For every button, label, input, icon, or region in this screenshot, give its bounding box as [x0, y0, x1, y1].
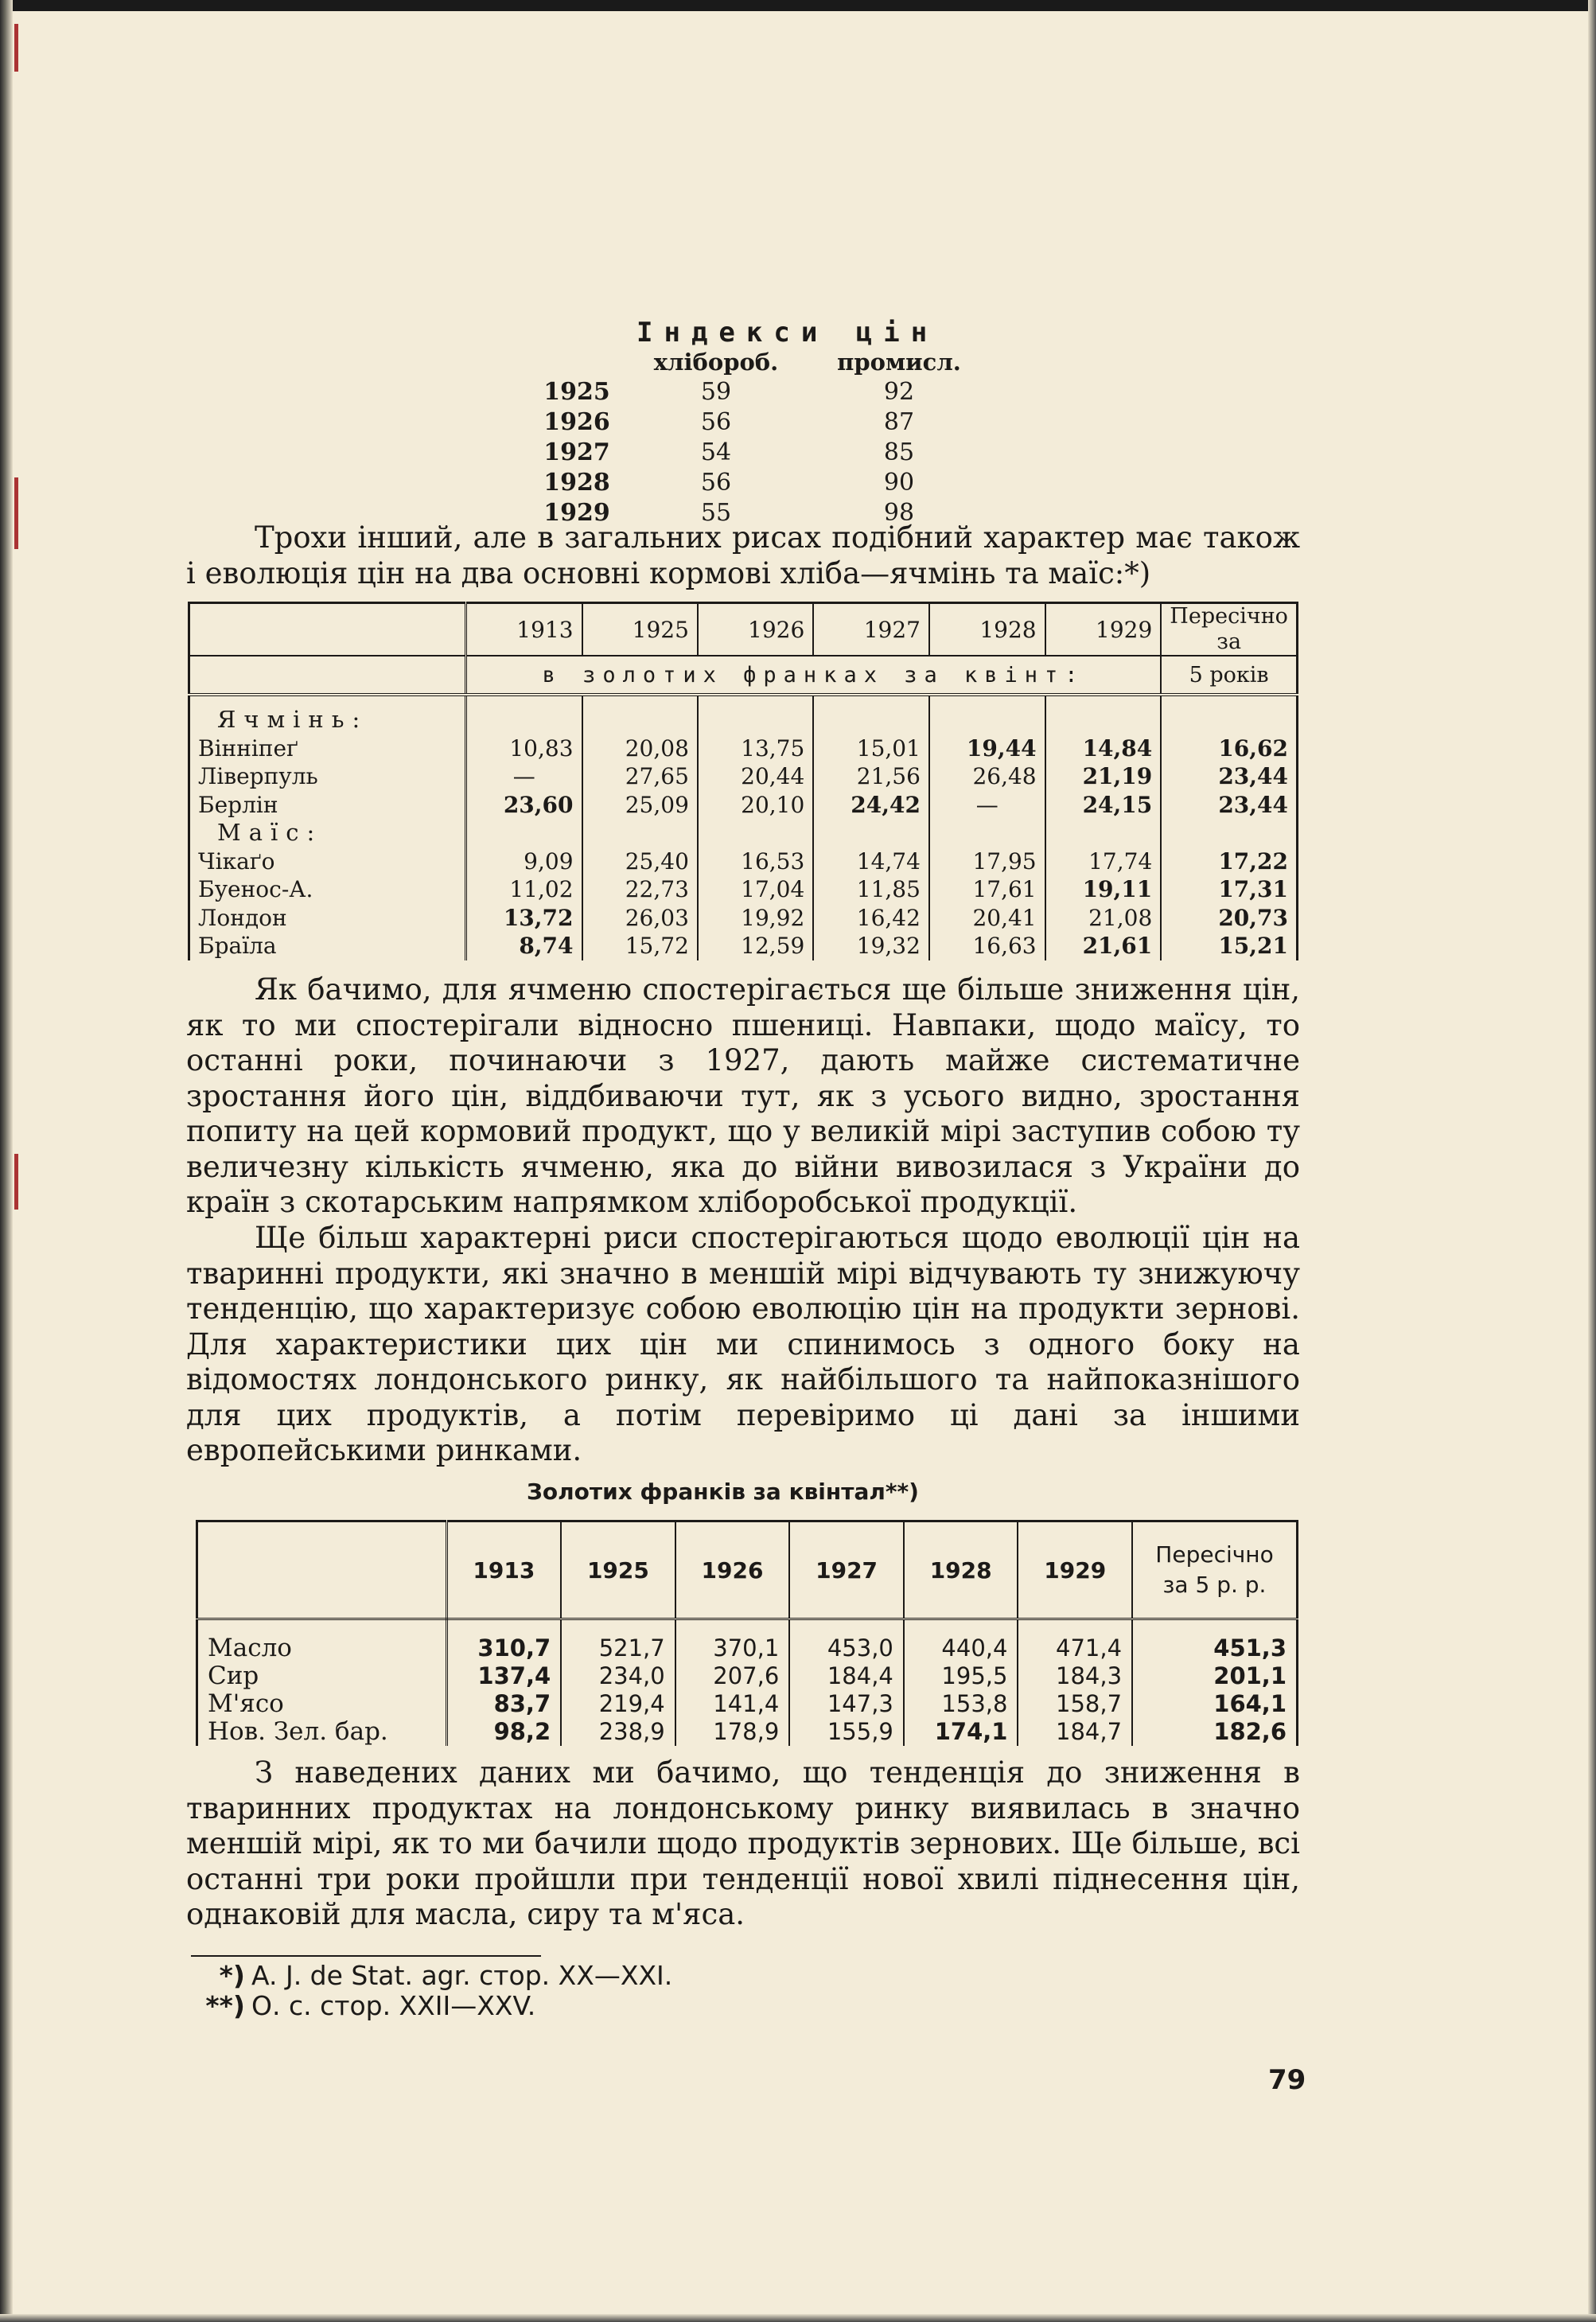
year-header: 1927 [789, 1521, 904, 1619]
value-cell: 13,72 [465, 904, 582, 933]
value-cell: 22,73 [582, 875, 698, 904]
table-row [189, 847, 1298, 876]
unit-label: в золотих франках за квінт: [465, 656, 1161, 695]
value-cell: 19,92 [698, 904, 813, 933]
year-header: 1913 [446, 1521, 561, 1619]
binding-mark [14, 477, 18, 549]
value-cell: 8,74 [465, 932, 582, 960]
value-cell: 9,09 [465, 847, 582, 876]
paragraph-3 [186, 1221, 1300, 1469]
value-cell: 184,3 [1018, 1662, 1132, 1690]
average-cell: 451,3 [1132, 1634, 1297, 1662]
value-cell: 24,42 [813, 791, 929, 820]
year-cell: 1928 [543, 469, 610, 497]
value-cell: 153,8 [904, 1690, 1018, 1718]
value-cell: 59 [700, 378, 732, 406]
value-cell: 85 [883, 438, 915, 466]
table-row [189, 791, 1298, 820]
value-cell: 25,40 [582, 847, 698, 876]
value-cell: 137,4 [446, 1662, 561, 1690]
value-cell: 521,7 [561, 1634, 675, 1662]
binding-mark [14, 24, 18, 72]
value-cell: 13,75 [698, 734, 813, 763]
value-cell: 21,56 [813, 762, 929, 791]
animal-table-caption: Золотих франків за квінтал**) [527, 1479, 919, 1505]
value-cell: 55 [700, 499, 732, 527]
value-cell: 21,19 [1045, 762, 1162, 791]
paragraph-text: Ще більш характерні риси спостерігаються щодо еволюції цін на тваринні продукти, які значно в меншій мірі відчувають ту знижуючу тенденцію, що характеризує собою еволюцію цін на продукти зернові. Для характеристики цих цін ми спинимось з одного боку на відомостях лондонського ринку, як найбільшого та найпоказнішого для цих продуктів, а потім перевіримо ці дані за іншими европейськими ринками. [186, 1221, 1300, 1467]
price-index-header [525, 347, 995, 377]
footnote-2 [188, 1991, 535, 2021]
value-cell: 98,2 [446, 1718, 561, 1746]
product-cell: Масло [197, 1634, 447, 1662]
value-cell: 453,0 [789, 1634, 904, 1662]
animal-header-row [197, 1521, 1298, 1619]
year-header: 1928 [904, 1521, 1018, 1619]
value-cell: 16,53 [698, 847, 813, 876]
value-cell: 56 [700, 469, 732, 497]
year-header: 1925 [561, 1521, 675, 1619]
value-cell: 10,83 [465, 734, 582, 763]
value-cell: 92 [883, 378, 915, 406]
year-cell: 1925 [543, 378, 610, 406]
value-cell: 158,7 [1018, 1690, 1132, 1718]
paragraph-text: Трохи інший, але в загальних рисах подібний характер має також і еволюція цін на два основні кормові хліба—ячмінь та маїс:*) [186, 520, 1300, 590]
paragraph-1 [186, 520, 1300, 591]
value-cell: 310,7 [446, 1634, 561, 1662]
market-cell: Ліверпуль [189, 762, 466, 791]
value-cell: 24,15 [1045, 791, 1162, 820]
value-cell: 20,08 [582, 734, 698, 763]
average-cell: 201,1 [1132, 1662, 1297, 1690]
value-cell: 234,0 [561, 1662, 675, 1690]
unit-row [189, 656, 1298, 695]
market-cell: Чікаґо [189, 847, 466, 876]
average-header-line: за 5 р. р. [1162, 1572, 1267, 1598]
price-index-title: Індекси цін [636, 317, 939, 349]
page-number: 79 [1268, 2064, 1306, 2096]
table-row [197, 1690, 1298, 1718]
average-cell: 20,73 [1161, 904, 1297, 933]
table-row [197, 1718, 1298, 1746]
value-cell: — [465, 762, 582, 791]
value-cell: 155,9 [789, 1718, 904, 1746]
year-cell: 1929 [543, 499, 610, 527]
product-cell: Нов. Зел. бар. [197, 1718, 447, 1746]
scan-border-top [0, 0, 1596, 11]
value-cell: 17,95 [929, 847, 1045, 876]
animal-price-table [196, 1520, 1298, 1746]
value-cell: 370,1 [675, 1634, 790, 1662]
value-cell: 11,85 [813, 875, 929, 904]
value-cell: 184,7 [1018, 1718, 1132, 1746]
value-cell: 14,74 [813, 847, 929, 876]
table-row [197, 1634, 1298, 1662]
value-cell: 178,9 [675, 1718, 790, 1746]
footnote-mark: *) [219, 1960, 245, 1991]
binding-mark [14, 1154, 18, 1210]
value-cell: 17,74 [1045, 847, 1162, 876]
paragraph-4 [186, 1755, 1300, 1933]
paragraph-2 [186, 972, 1300, 1221]
value-cell: 56 [700, 408, 732, 436]
value-cell: 21,61 [1045, 932, 1162, 960]
value-cell: 174,1 [904, 1718, 1018, 1746]
table-row [525, 407, 995, 438]
table-row [189, 875, 1298, 904]
value-cell: 238,9 [561, 1718, 675, 1746]
year-header: 1927 [813, 603, 929, 656]
scan-border-right [1588, 0, 1596, 2322]
value-cell: 98 [883, 499, 915, 527]
value-cell: 184,4 [789, 1662, 904, 1690]
value-cell: 17,04 [698, 875, 813, 904]
value-cell: 87 [883, 408, 915, 436]
group-label-barley: Ячмінь: [189, 706, 466, 734]
value-cell: 23,60 [465, 791, 582, 820]
column-header: хлібороб. [653, 349, 779, 376]
price-index-table [525, 347, 995, 528]
average-cell: 164,1 [1132, 1690, 1297, 1718]
year-cell: 1927 [543, 438, 610, 466]
table-row [525, 377, 995, 407]
value-cell: 12,59 [698, 932, 813, 960]
table-row [189, 904, 1298, 933]
year-header: 1929 [1045, 603, 1162, 656]
paragraph-text: З наведених даних ми бачимо, що тенденція до зниження в тваринних продуктах на лондонському ринку виявилась в значно меншій мірі, як то ми бачили щодо продуктів зернових. Ще більше, всі останні три роки пройшли при тенденції нової хвилі піднесення цін, однаковій для масла, сиру та м'яса. [186, 1755, 1300, 1931]
value-cell: 219,4 [561, 1690, 675, 1718]
table-row [525, 438, 995, 468]
market-cell: Вінніпеґ [189, 734, 466, 763]
value-cell: 15,01 [813, 734, 929, 763]
market-cell: Буенос-А. [189, 875, 466, 904]
average-cell: 17,31 [1161, 875, 1297, 904]
value-cell: 11,02 [465, 875, 582, 904]
footnote-mark: **) [205, 1990, 245, 2021]
paragraph-text: Як бачимо, для ячменю спостерігається ще більше зниження цін, як то ми спостерігали відносно пшениці. Навпаки, щодо маїсу, то останні роки, починаючи з 1927, дають майже систематичне зростання його цін, віддбиваючи тут, як з усього видно, зростання попиту на цей кормовий продукт, що у великій мірі заступив собою ту величезну кількість ячменю, яка до війни вивозилася з України до країн з скотарським напрямком хліборобської продукції. [186, 972, 1300, 1219]
average-header [1132, 1521, 1297, 1619]
footnote-rule [191, 1955, 541, 1957]
value-cell: 14,84 [1045, 734, 1162, 763]
average-header-years: 5 років [1161, 656, 1297, 695]
grain-price-table [188, 602, 1298, 960]
average-cell: 23,44 [1161, 762, 1297, 791]
average-header: Пересічно за [1161, 603, 1297, 656]
year-header: 1926 [675, 1521, 790, 1619]
value-cell: 15,72 [582, 932, 698, 960]
group-row [189, 819, 1298, 847]
grain-header-row [189, 603, 1298, 656]
value-cell: 21,08 [1045, 904, 1162, 933]
value-cell: 25,09 [582, 791, 698, 820]
group-row [189, 706, 1298, 734]
average-cell: 182,6 [1132, 1718, 1297, 1746]
column-header: промисл. [837, 349, 961, 376]
table-row [189, 762, 1298, 791]
value-cell: 19,44 [929, 734, 1045, 763]
value-cell: 19,32 [813, 932, 929, 960]
value-cell: 20,44 [698, 762, 813, 791]
value-cell: 471,4 [1018, 1634, 1132, 1662]
table-row [189, 734, 1298, 763]
footnote-1 [188, 1961, 672, 1991]
value-cell: 147,3 [789, 1690, 904, 1718]
average-cell: 23,44 [1161, 791, 1297, 820]
value-cell: 19,11 [1045, 875, 1162, 904]
scan-border-left [0, 0, 13, 2322]
value-cell: 207,6 [675, 1662, 790, 1690]
footnote-text: A. J. de Stat. agr. стор. XX—XXI. [251, 1960, 673, 1991]
year-header: 1913 [465, 603, 582, 656]
market-cell: Берлін [189, 791, 466, 820]
value-cell: 16,42 [813, 904, 929, 933]
value-cell: 26,03 [582, 904, 698, 933]
value-cell: 27,65 [582, 762, 698, 791]
value-cell: 195,5 [904, 1662, 1018, 1690]
value-cell: 83,7 [446, 1690, 561, 1718]
value-cell: 20,10 [698, 791, 813, 820]
table-row [525, 468, 995, 498]
market-cell: Браїла [189, 932, 466, 960]
year-header: 1928 [929, 603, 1045, 656]
market-cell: Лондон [189, 904, 466, 933]
average-cell: 17,22 [1161, 847, 1297, 876]
scan-border-bottom [0, 2314, 1596, 2322]
year-cell: 1926 [543, 408, 610, 436]
product-cell: М'ясо [197, 1690, 447, 1718]
group-label-maize: Маїс: [189, 819, 466, 847]
value-cell: 20,41 [929, 904, 1045, 933]
average-cell: 16,62 [1161, 734, 1297, 763]
value-cell: — [929, 791, 1045, 820]
value-cell: 16,63 [929, 932, 1045, 960]
year-header: 1929 [1018, 1521, 1132, 1619]
year-header: 1925 [582, 603, 698, 656]
year-header: 1926 [698, 603, 813, 656]
average-cell: 15,21 [1161, 932, 1297, 960]
value-cell: 90 [883, 469, 915, 497]
value-cell: 26,48 [929, 762, 1045, 791]
value-cell: 440,4 [904, 1634, 1018, 1662]
table-row [197, 1662, 1298, 1690]
product-cell: Сир [197, 1662, 447, 1690]
footnote-text: О. с. стор. XXII—XXV. [251, 1990, 536, 2021]
value-cell: 54 [700, 438, 732, 466]
value-cell: 141,4 [675, 1690, 790, 1718]
average-header-line: Пересічно [1155, 1541, 1274, 1568]
table-row [189, 932, 1298, 960]
value-cell: 17,61 [929, 875, 1045, 904]
